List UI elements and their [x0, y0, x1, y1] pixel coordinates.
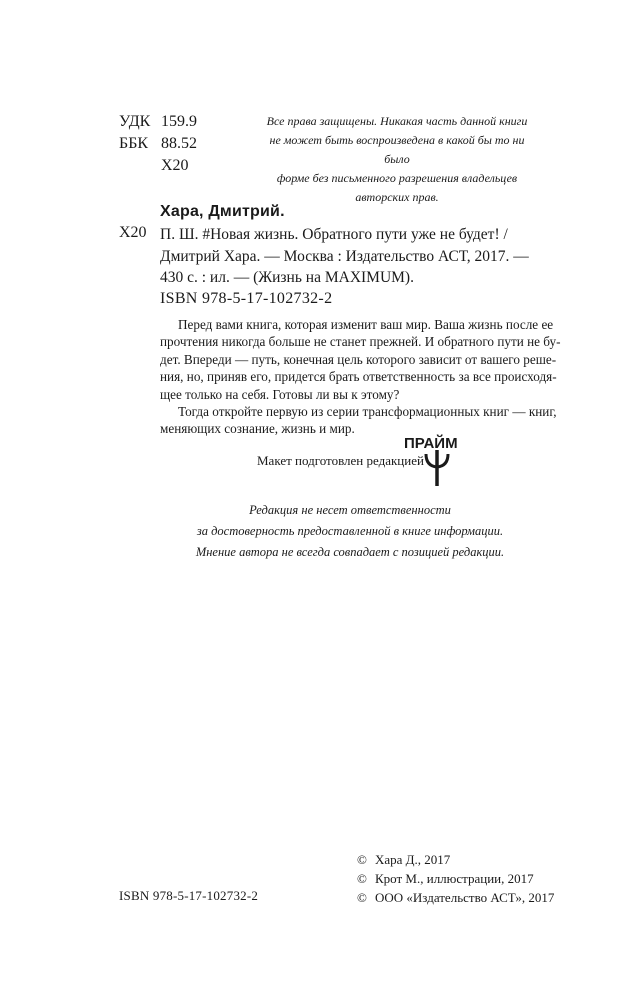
annotation-line: прочтения никогда больше не станет прежней. И обратного пути не бу-: [160, 334, 561, 350]
rights-line: форме без письменного разрешения владельцев: [276, 171, 518, 185]
bibl-line: Дмитрий Хара. — Москва : Издательство АСТ, 2017. —: [160, 247, 529, 265]
isbn-top: ISBN 978-5-17-102732-2: [160, 290, 333, 307]
annotation-line: дет. Впереди — путь, конечная цель которого зависит от вашего реше-: [160, 351, 557, 367]
author-mark-row: [119, 155, 197, 177]
praym-logo: [402, 432, 472, 488]
bibl-line: П. Ш. #Новая жизнь. Обратного пути уже не будет! /: [160, 226, 508, 243]
disclaimer-line: Мнение автора не всегда совпадает с позицией редакции.: [195, 545, 505, 559]
copyright-item: [357, 850, 554, 869]
copyright-text: Хара Д., 2017: [375, 852, 451, 867]
rights-line: Все права защищены. Никакая часть данной книги: [266, 114, 528, 128]
rights-notice: [258, 112, 536, 207]
udk-row: [119, 111, 197, 133]
copyright-icon: ©: [357, 890, 367, 905]
disclaimer-line: за достоверность предоставленной в книге информации.: [196, 524, 504, 538]
bibliographic-description: [160, 224, 540, 289]
annotation-line: Тогда откройте первую из серии трансформационных книг — книг,: [178, 404, 557, 420]
copyright-text: ООО «Издательство АСТ», 2017: [375, 890, 555, 905]
copyright-item: [357, 888, 554, 907]
copyright-icon: ©: [357, 871, 367, 886]
code-value: 159.9: [161, 113, 197, 130]
annotation-line: меняющих сознание, жизнь и мир.: [160, 421, 355, 437]
annotation: [160, 316, 561, 438]
rights-line: авторских прав.: [355, 190, 439, 204]
annotation-line: щее только на себя. Готовы ли вы к этому?: [160, 386, 400, 402]
author-code: Х20: [119, 224, 147, 241]
code-value: Х20: [161, 157, 189, 174]
bibl-line: 430 с. : ил. — (Жизнь на MAXIMUM).: [160, 269, 414, 286]
maket-credit: Макет подготовлен редакцией: [257, 453, 424, 468]
editorial-disclaimer: [160, 500, 540, 563]
code-label: ББК: [119, 135, 149, 152]
copyright-icon: ©: [357, 852, 367, 867]
disclaimer-line: Редакция не несет ответственности: [249, 503, 451, 517]
annotation-line: Перед вами книга, которая изменит ваш мир. Ваша жизнь после ее: [178, 317, 554, 332]
copyright-item: [357, 869, 554, 888]
praym-logo-icon: [402, 432, 472, 488]
bbk-row: [119, 133, 197, 155]
copyright-text: Крот М., иллюстрации, 2017: [375, 871, 534, 886]
classification-codes: [119, 111, 197, 177]
isbn-bottom: ISBN 978-5-17-102732-2: [119, 888, 259, 903]
copyright-list: [357, 850, 554, 907]
annotation-line: ния, но, приняв его, придется брать ответственность за все происходя-: [160, 369, 557, 385]
code-label: [119, 155, 161, 177]
rights-line: не может быть воспроизведена в какой бы то ни было: [269, 133, 525, 166]
logo-text: ПРАЙМ: [404, 435, 458, 452]
code-value: 88.52: [161, 135, 197, 152]
code-label: УДК: [119, 113, 151, 130]
author-heading: Хара, Дмитрий.: [160, 203, 285, 220]
